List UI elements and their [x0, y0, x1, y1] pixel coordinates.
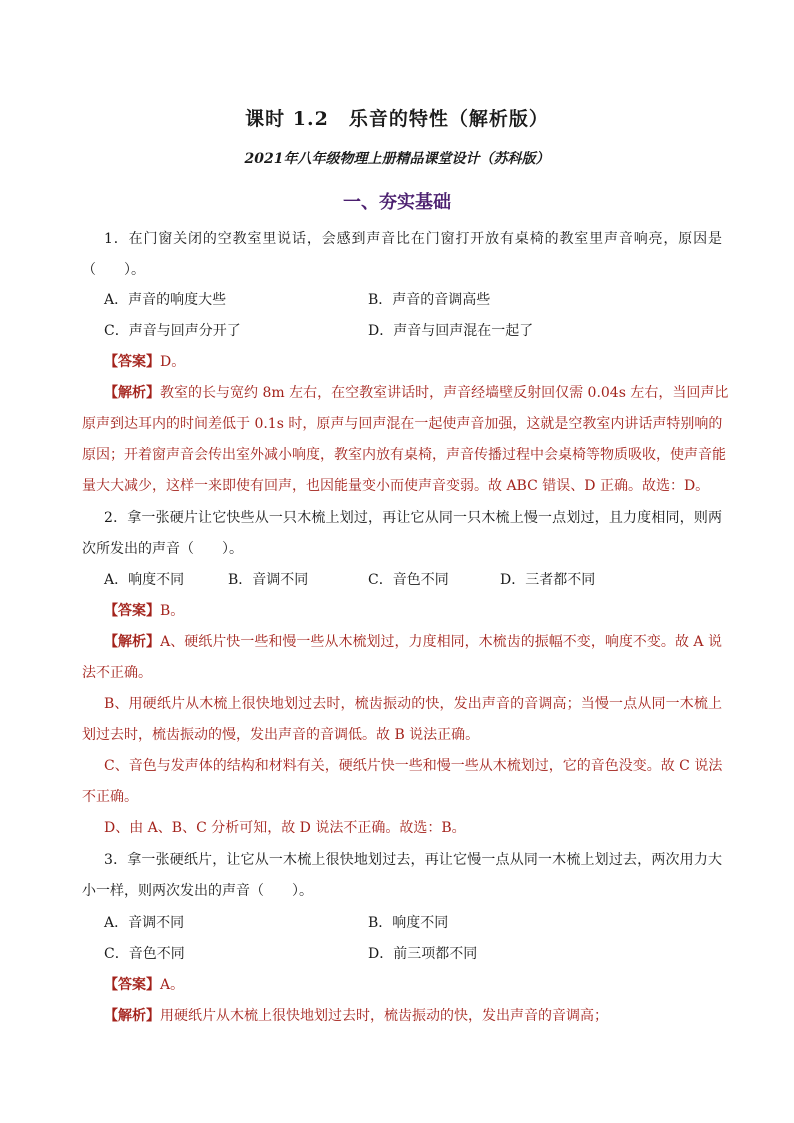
q1-answer [104, 352, 722, 372]
q2-option-c: C．音色不同 [368, 572, 449, 588]
q2-stem-line-1: 2．拿一张硬片让它快些从一只木梳上划过，再让它从同一只木梳上慢一点划过，且力度相同，则两 [104, 510, 722, 526]
q1-stem-line-2: （ ）。 [82, 262, 145, 278]
q1-analysis-line-2: 原声到达耳内的时间差低于 0.1s 时，原声与回声混在一起使声音加强，这就是空教室内讲话声特别响的 [82, 416, 723, 432]
answer-value: B。 [160, 603, 185, 619]
answer-tag: 【答案】 [104, 354, 160, 370]
q3-option-b: B．响度不同 [368, 915, 449, 931]
q3-stem-line-2: 小一样，则两次发出的声音（ ）。 [82, 883, 313, 899]
answer-tag: 【答案】 [104, 977, 160, 993]
q3-answer [104, 975, 722, 995]
section-heading: 一、夯实基础 [343, 192, 451, 213]
q2-option-b: B．音调不同 [228, 572, 309, 588]
q2-analysis-line-6: 不正确。 [82, 789, 138, 805]
analysis-tag: 【解析】 [104, 385, 160, 401]
analysis-tag: 【解析】 [104, 1008, 160, 1024]
q2-option-d: D．三者都不同 [500, 572, 596, 588]
q3-option-a: A．音调不同 [104, 915, 185, 931]
q1-option-c: C．声音与回声分开了 [104, 323, 241, 339]
q1-option-a: A．声音的响度大些 [104, 292, 227, 308]
analysis-text: 用硬纸片从木梳上很快地划过去时，梳齿振动的快，发出声音的音调高； [160, 1008, 608, 1024]
q1-analysis [104, 383, 729, 403]
analysis-text: A、硬纸片快一些和慢一些从木梳划过，力度相同，木梳齿的振幅不变，响度不变。故 A 说 [160, 634, 723, 650]
q2-answer [104, 601, 722, 621]
answer-tag: 【答案】 [104, 603, 160, 619]
q2-analysis-line-3: B、用硬纸片从木梳上很快地划过去时，梳齿振动的快，发出声音的音调高；当慢一点从同一木梳上 [104, 696, 722, 712]
q3-option-d: D．前三项都不同 [368, 946, 478, 962]
answer-value: D。 [160, 354, 186, 370]
answer-value: A。 [160, 977, 185, 993]
q2-analysis-line-4: 划过去时，梳齿振动的慢，发出声音的音调低。故 B 说法正确。 [82, 727, 480, 743]
q2-analysis-line-7: D、由 A、B、C 分析可知，故 D 说法不正确。故选：B。 [104, 820, 466, 836]
q2-analysis [104, 632, 722, 652]
q1-analysis-line-3: 原因；开着窗声音会传出室外减小响度，教室内放有桌椅，声音传播过程中会桌椅等物质吸收，使声音能 [82, 447, 726, 463]
q3-stem-line-1: 3．拿一张硬纸片，让它从一木梳上很快地划过去，再让它慢一点从同一木梳上划过去，两次用力大 [104, 852, 722, 868]
q3-option-c: C．音色不同 [104, 946, 185, 962]
q2-analysis-line-5: C、音色与发声体的结构和材料有关，硬纸片快一些和慢一些从木梳划过，它的音色没变。故 C 说法 [104, 758, 723, 774]
page-title: 课时 1.2 乐音的特性（解析版） [245, 108, 549, 130]
q1-option-d: D．声音与回声混在一起了 [368, 323, 534, 339]
q3-analysis [104, 1006, 722, 1026]
q1-analysis-line-4: 量大大减少，这样一来即使有回声，也因能量变小而使声音变弱。故 ABC 错误、D 正确。故选：D。 [82, 478, 710, 494]
q1-stem-line-1: 1．在门窗关闭的空教室里说话，会感到声音比在门窗打开放有桌椅的教室里声音响亮，原因是 [104, 231, 722, 247]
q2-analysis-line-2: 法不正确。 [82, 665, 152, 681]
q2-option-a: A．响度不同 [104, 572, 185, 588]
analysis-tag: 【解析】 [104, 634, 161, 650]
q1-option-b: B．声音的音调高些 [368, 292, 491, 308]
q2-stem-line-2: 次所发出的声音（ ）。 [82, 541, 243, 557]
analysis-text: 教室的长与宽约 8m 左右，在空教室讲话时，声音经墙壁反射回仅需 0.04s 左右，当回声比 [160, 385, 729, 401]
page-subtitle: 2021年八年级物理上册精品课堂设计（苏科版） [244, 151, 550, 167]
